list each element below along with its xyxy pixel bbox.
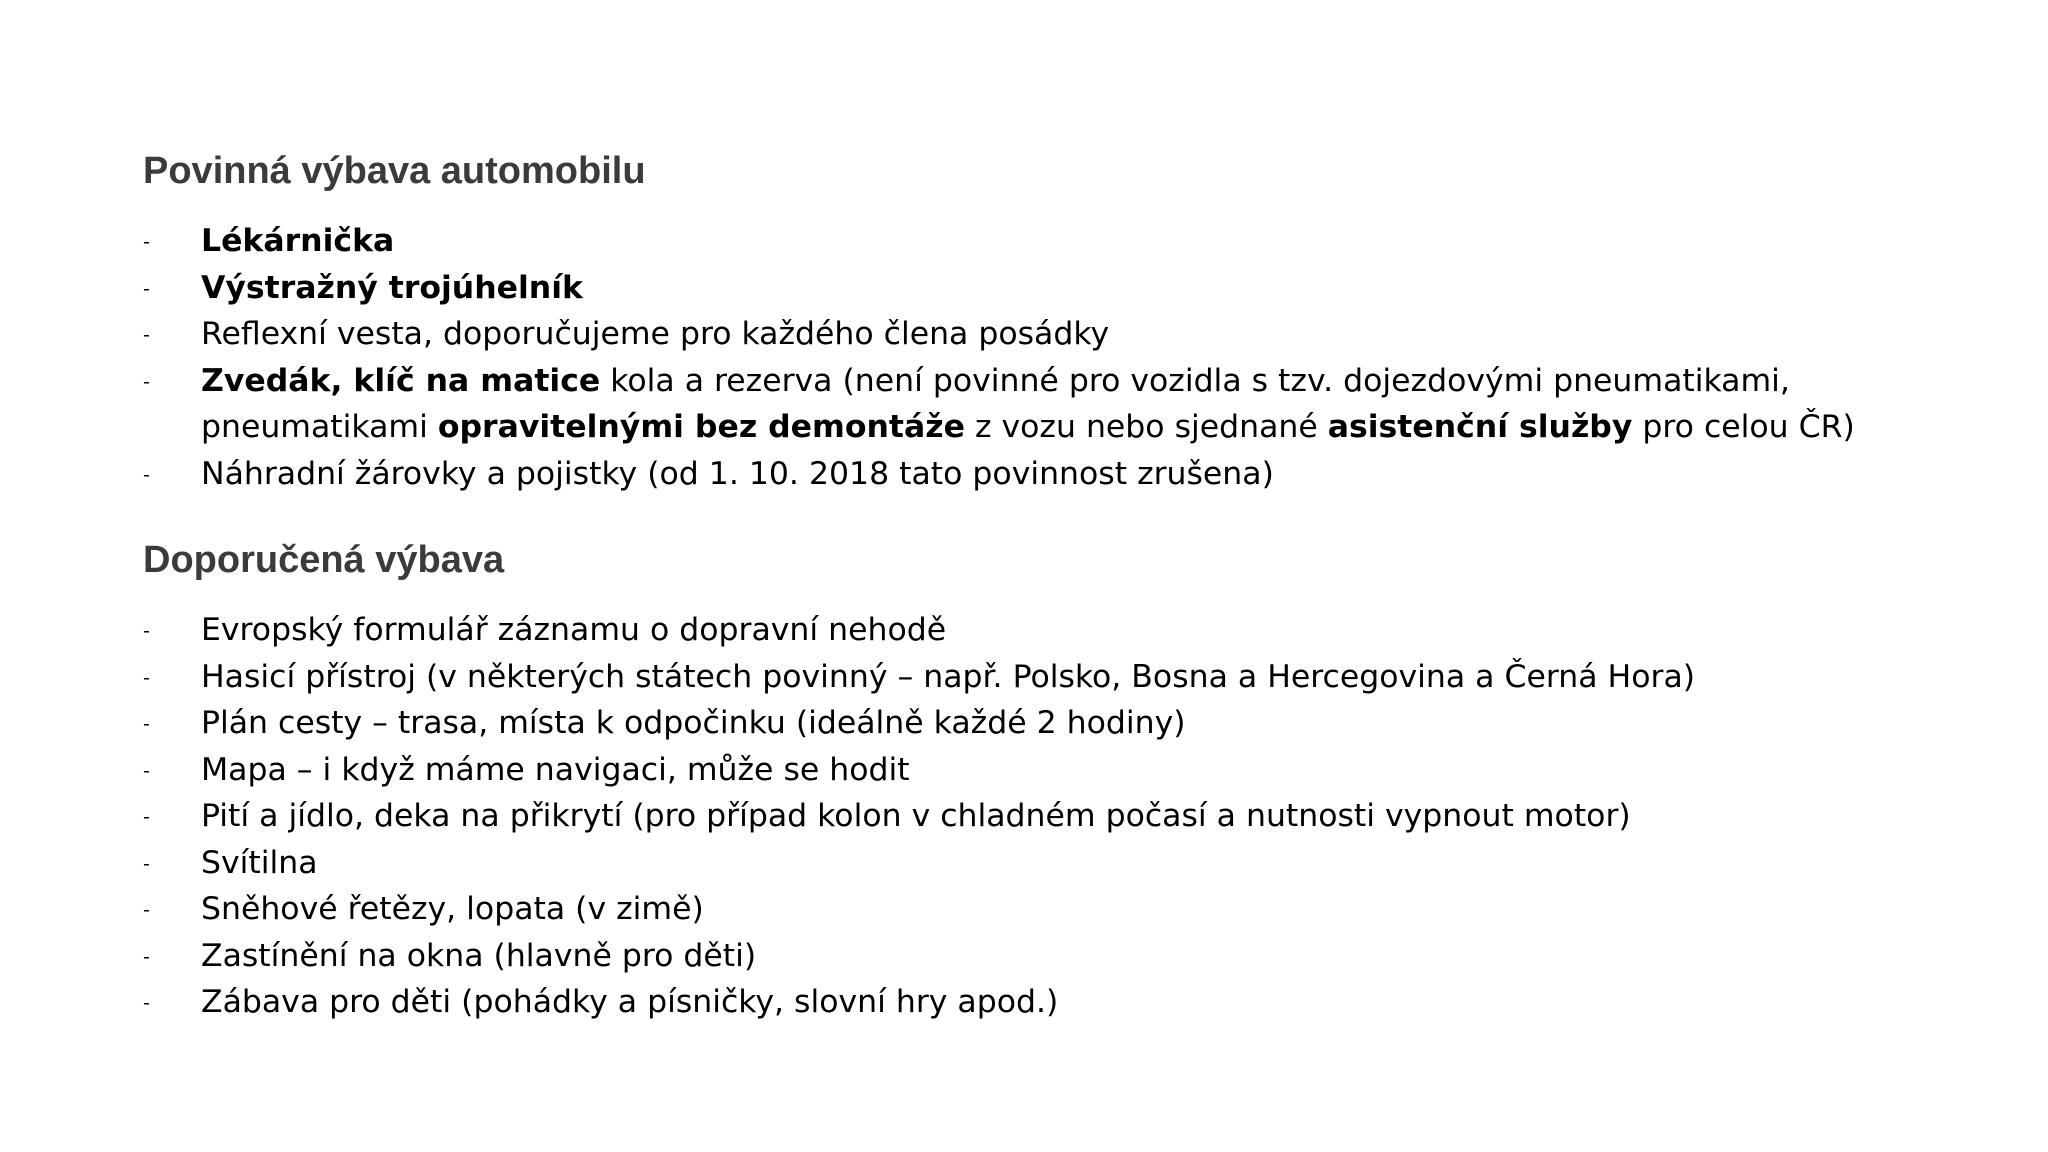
item-text: Sněhové řetězy, lopata (v zimě)	[201, 891, 704, 927]
bullet-dash: -	[143, 463, 150, 486]
bullet-dash: -	[143, 370, 150, 393]
item-text: kola a rezerva (není povinné pro vozidla s tzv. dojezdovými pneumatikami,	[600, 362, 1790, 399]
item-text: Pití a jídlo, deka na přikrytí (pro případ kolon v chladném počasí a nutnosti vypnout motor)	[201, 798, 1631, 834]
bullet-dash: -	[143, 945, 150, 968]
bullet-dash: -	[143, 852, 150, 875]
list-item	[143, 700, 1695, 747]
mandatory-list	[143, 218, 1855, 497]
bullet-dash: -	[143, 992, 150, 1014]
item-text: z vozu nebo sjednané	[964, 409, 1328, 445]
bullet-dash: -	[143, 759, 150, 782]
bullet-dash: -	[143, 713, 150, 735]
item-text: Zábava pro děti (pohádky a písničky, slovní hry apod.)	[201, 984, 1059, 1020]
bullet-dash: -	[143, 324, 150, 346]
list-item	[143, 979, 1695, 1026]
bullet-dash: -	[143, 620, 150, 642]
item-text-bold: opravitelnými bez demontáže	[437, 409, 965, 445]
list-item	[143, 451, 1855, 498]
item-text: Plán cesty – trasa, místa k odpočinku (ideálně každé 2 hodiny)	[201, 705, 1186, 741]
item-text: pro celou ČR)	[1632, 409, 1855, 445]
list-item	[143, 265, 1855, 312]
list-item	[143, 654, 1695, 701]
list-item	[143, 607, 1695, 654]
item-text: Reflexní vesta, doporučujeme pro každého člena posádky	[201, 316, 1110, 352]
item-text: Evropský formulář záznamu o dopravní nehodě	[201, 612, 947, 648]
item-text-bold: Zvedák, klíč na matice	[201, 362, 601, 399]
item-text: Mapa – i když máme navigaci, může se hodit	[201, 751, 910, 788]
list-item	[143, 311, 1855, 358]
item-text: pneumatikami	[201, 409, 438, 445]
list-item	[143, 358, 1855, 451]
item-text: Náhradní žárovky a pojistky (od 1. 10. 2018 tato povinnost zrušena)	[201, 455, 1274, 492]
bullet-dash: -	[143, 899, 150, 921]
bullet-dash: -	[143, 277, 150, 300]
bullet-dash: -	[143, 666, 150, 689]
item-text-bold: Výstražný trojúhelník	[201, 269, 583, 306]
list-item	[143, 793, 1695, 840]
recommended-list	[143, 607, 1695, 1026]
bullet-dash: -	[143, 806, 150, 828]
section-title-mandatory: Povinná výbava automobilu	[143, 150, 646, 192]
item-text: Svítilna	[201, 844, 318, 881]
list-item	[143, 747, 1695, 794]
item-text-bold: Lékárnička	[201, 223, 395, 259]
list-item	[143, 218, 1855, 265]
list-item	[143, 840, 1695, 887]
item-text-bold: asistenční služby	[1327, 409, 1633, 445]
list-item	[143, 886, 1695, 933]
section-title-recommended: Doporučená výbava	[143, 539, 505, 581]
item-text: Zastínění na okna (hlavně pro děti)	[201, 937, 757, 974]
bullet-dash: -	[143, 231, 150, 253]
list-item	[143, 933, 1695, 980]
item-text: Hasicí přístroj (v některých státech povinný – např. Polsko, Bosna a Hercegovina a Černá Hora)	[201, 658, 1696, 695]
